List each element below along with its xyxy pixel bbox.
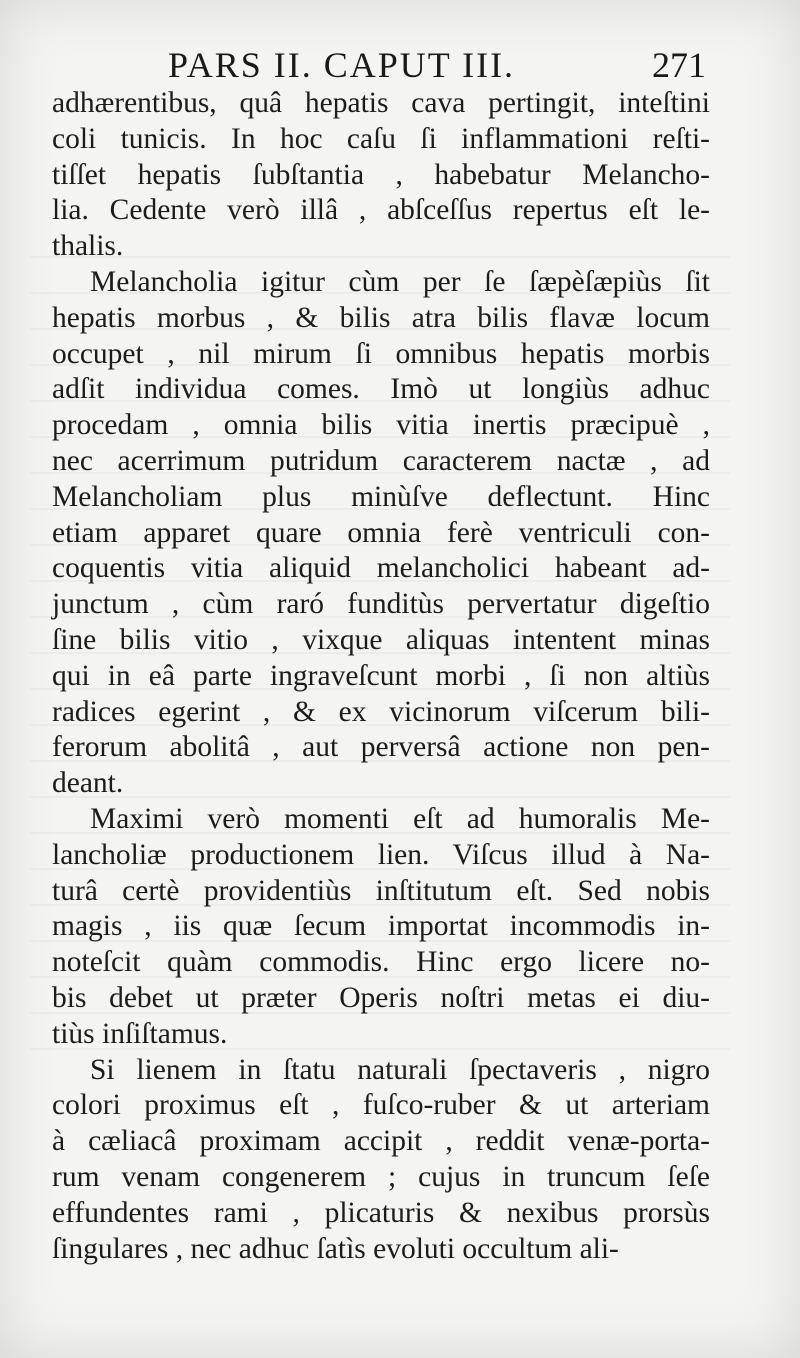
text-line: colori proximus eſt , fuſco-ruber & ut arteriam [52,1089,710,1122]
text-line: adhærentibus, quâ hepatis cava pertingit, inteſtini [52,87,710,119]
text-line: Melancholia igitur cùm per ſe ſæpèſæpiùs ſit [90,265,710,298]
text-line: occupet , nil mirum ſi omnibus hepatis morbis [52,337,710,370]
text-line: magis , iis quæ ſecum importat incommodis in- [52,910,710,943]
paragraph [52,1053,710,1268]
text-line: ſine bilis vitio , vixque aliquas intentent minas [52,623,710,656]
text-line: tiùs inſiſtamus. [52,1017,228,1050]
text-line: coli tunicis. In hoc caſu ſi inflammationi reſti- [52,122,710,155]
text-line: effundentes rami , plicaturis & nexibus prorsùs [52,1196,710,1229]
text-line: radices egerint , & ex vicinorum viſcerum bili- [52,695,710,728]
page-number: 271 [652,45,706,85]
running-head: PARS II. CAPUT III. [168,45,516,85]
text-line: ferorum abolitâ , aut perversâ actione non pen- [52,731,710,764]
text-line: lia. Cedente verò illâ , abſceſſus repertus eſt le- [52,194,710,227]
paragraph [52,265,710,802]
text-line: Si lienem in ſtatu naturali ſpectaveris , nigro [90,1053,710,1086]
paragraph [52,86,710,265]
text-line: adſit individua comes. Imò ut longiùs adhuc [52,373,710,406]
text-line: qui in eâ parte ingraveſcunt morbi , ſi non altiùs [52,659,710,692]
text-line: deant. [52,767,124,800]
text-line: Melancholiam plus minùſve deflectunt. Hinc [52,480,710,513]
text-line: à cæliacâ proximam accipit , reddit venæ-porta- [52,1125,710,1158]
text-line: procedam , omnia bilis vitia inertis præcipuè , [52,409,710,442]
text-line: ſingulares , nec adhuc ſatìs evoluti occultum ali- [52,1232,619,1265]
text-line: thalis. [52,230,124,263]
text-line: etiam apparet quare omnia ferè ventriculi con- [52,516,710,549]
text-line: nec acerrimum putridum caracterem nactæ , ad [52,444,710,477]
text-line: tiſſet hepatis ſubſtantia , habebatur Melancho- [52,158,710,191]
text-line: lancholiæ productionem lien. Viſcus illud à Na- [52,838,710,871]
page-header [0,38,800,88]
text-line: turâ certè providentiùs inſtitutum eſt. Sed nobis [52,874,710,907]
text-line: hepatis morbus , & bilis atra bilis flavæ locum [52,301,710,334]
body-text [52,86,710,1267]
paragraph [52,802,710,1053]
text-line: Maximi verò momenti eſt ad humoralis Me- [90,802,710,835]
text-line: rum venam congenerem ; cujus in truncum ſeſe [52,1160,710,1193]
text-line: bis debet ut præter Operis noſtri metas ei diu- [52,981,710,1014]
text-line: noteſcit quàm commodis. Hinc ergo licere no- [52,946,710,979]
text-line: coquentis vitia aliquid melancholici habeant ad- [52,552,710,585]
text-line: junctum , cùm raró funditùs pervertatur digeſtio [52,588,710,621]
